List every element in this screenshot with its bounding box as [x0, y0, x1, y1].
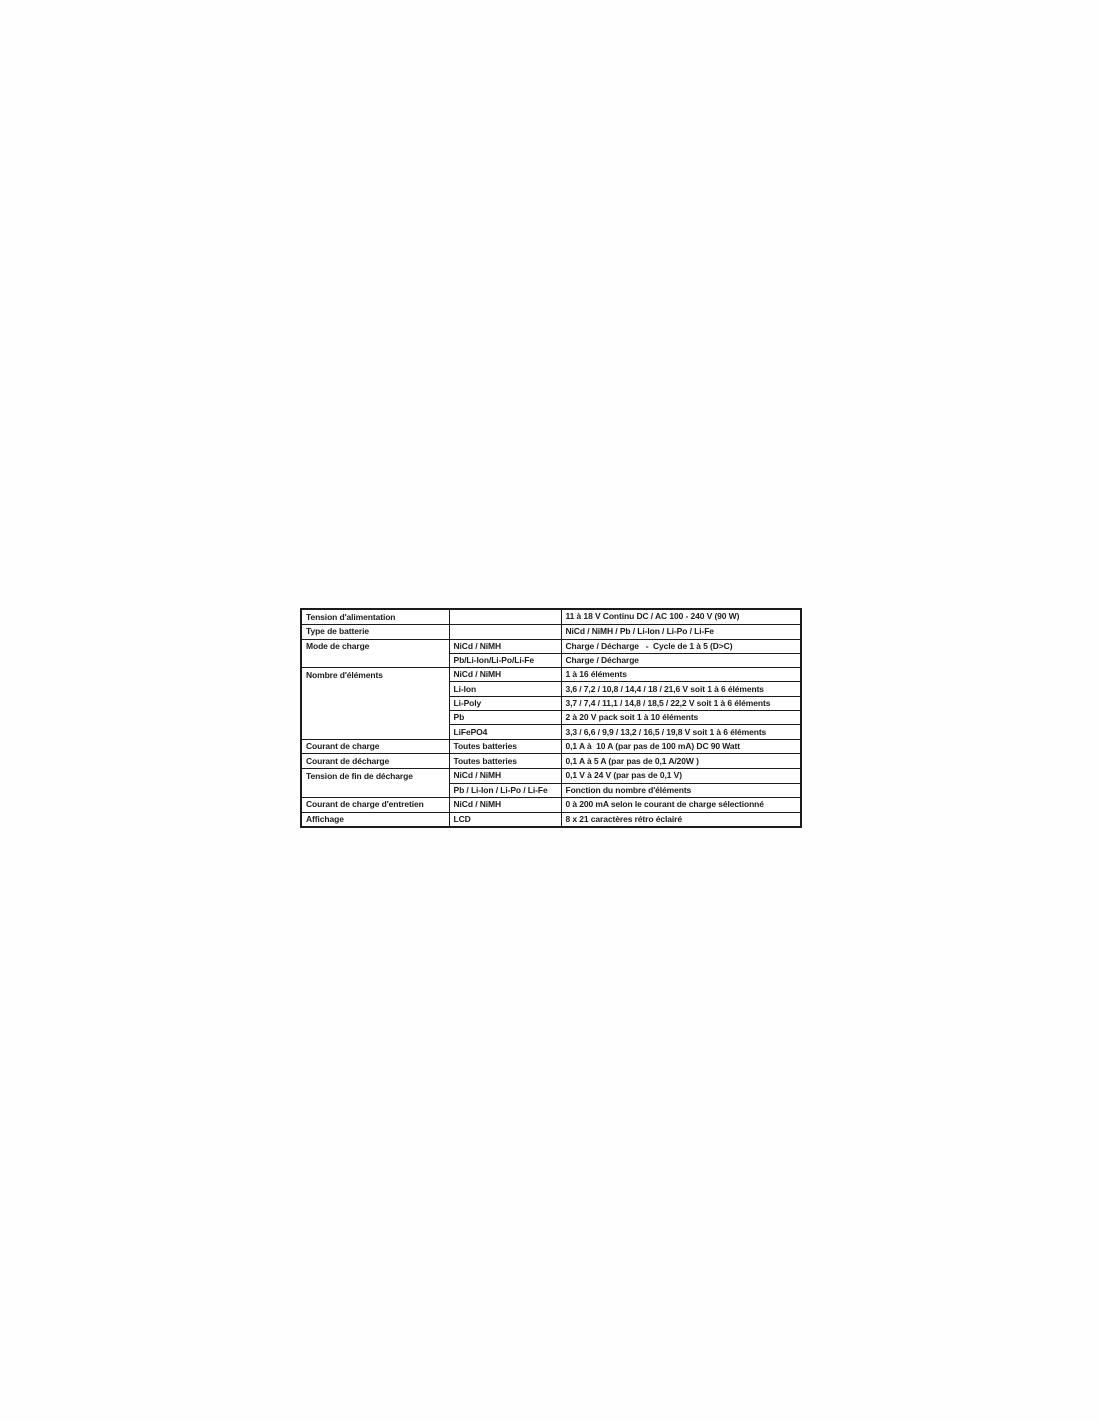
spec-label-cell: Affichage	[301, 812, 449, 827]
spec-value-cell: 8 x 21 caractères rétro éclairé	[561, 812, 801, 827]
spec-label-cell: Courant de décharge	[301, 754, 449, 769]
spec-subtype-cell: LCD	[449, 812, 561, 827]
spec-value-cell: 3,7 / 7,4 / 11,1 / 14,8 / 18,5 / 22,2 V soit 1 à 6 éléments	[561, 696, 801, 710]
spec-subtype-cell: Toutes batteries	[449, 754, 561, 769]
spec-subtype-cell	[449, 624, 561, 639]
spec-value-cell: Charge / Décharge - Cycle de 1 à 5 (D>C)	[561, 639, 801, 653]
spec-label-cell: Tension d'alimentation	[301, 609, 449, 624]
spec-subtype-cell: Li-Ion	[449, 682, 561, 696]
table-row	[301, 769, 801, 783]
table-row	[301, 639, 801, 653]
spec-subtype-cell: Pb	[449, 711, 561, 725]
spec-value-cell: 11 à 18 V Continu DC / AC 100 - 240 V (90 W)	[561, 609, 801, 624]
spec-value-cell: 0 à 200 mA selon le courant de charge sélectionné	[561, 797, 801, 812]
spec-label-cell: Courant de charge d'entretien	[301, 797, 449, 812]
spec-subtype-cell: NiCd / NiMH	[449, 639, 561, 653]
spec-label-cell: Nombre d'éléments	[301, 668, 449, 739]
spec-value-cell: 2 à 20 V pack soit 1 à 10 éléments	[561, 711, 801, 725]
spec-subtype-cell: Pb/Li-Ion/Li-Po/Li-Fe	[449, 653, 561, 667]
spec-value-cell: 3,6 / 7,2 / 10,8 / 14,4 / 18 / 21,6 V soit 1 à 6 éléments	[561, 682, 801, 696]
table-row	[301, 754, 801, 769]
spec-subtype-cell: NiCd / NiMH	[449, 769, 561, 783]
spec-table	[300, 608, 802, 828]
table-row	[301, 739, 801, 754]
spec-value-cell: NiCd / NiMH / Pb / Li-Ion / Li-Po / Li-Fe	[561, 624, 801, 639]
spec-subtype-cell	[449, 609, 561, 624]
table-row	[301, 668, 801, 682]
table-row	[301, 812, 801, 827]
spec-value-cell: 1 à 16 éléments	[561, 668, 801, 682]
spec-subtype-cell: NiCd / NiMH	[449, 668, 561, 682]
spec-subtype-cell: NiCd / NiMH	[449, 797, 561, 812]
spec-subtype-cell: Li-Poly	[449, 696, 561, 710]
spec-subtype-cell: Pb / Li-Ion / Li-Po / Li-Fe	[449, 783, 561, 797]
table-row	[301, 797, 801, 812]
spec-label-cell: Mode de charge	[301, 639, 449, 668]
spec-label-cell: Tension de fin de décharge	[301, 769, 449, 798]
table-row	[301, 609, 801, 624]
spec-value-cell: Fonction du nombre d'éléments	[561, 783, 801, 797]
spec-label-cell: Type de batterie	[301, 624, 449, 639]
spec-value-cell: 3,3 / 6,6 / 9,9 / 13,2 / 16,5 / 19,8 V soit 1 à 6 éléments	[561, 725, 801, 739]
spec-subtype-cell: LiFePO4	[449, 725, 561, 739]
spec-value-cell: Charge / Décharge	[561, 653, 801, 667]
table-row	[301, 624, 801, 639]
spec-label-cell: Courant de charge	[301, 739, 449, 754]
spec-value-cell: 0,1 V à 24 V (par pas de 0,1 V)	[561, 769, 801, 783]
spec-value-cell: 0,1 A à 5 A (par pas de 0,1 A/20W )	[561, 754, 801, 769]
spec-subtype-cell: Toutes batteries	[449, 739, 561, 754]
spec-value-cell: 0,1 A à 10 A (par pas de 100 mA) DC 90 Watt	[561, 739, 801, 754]
